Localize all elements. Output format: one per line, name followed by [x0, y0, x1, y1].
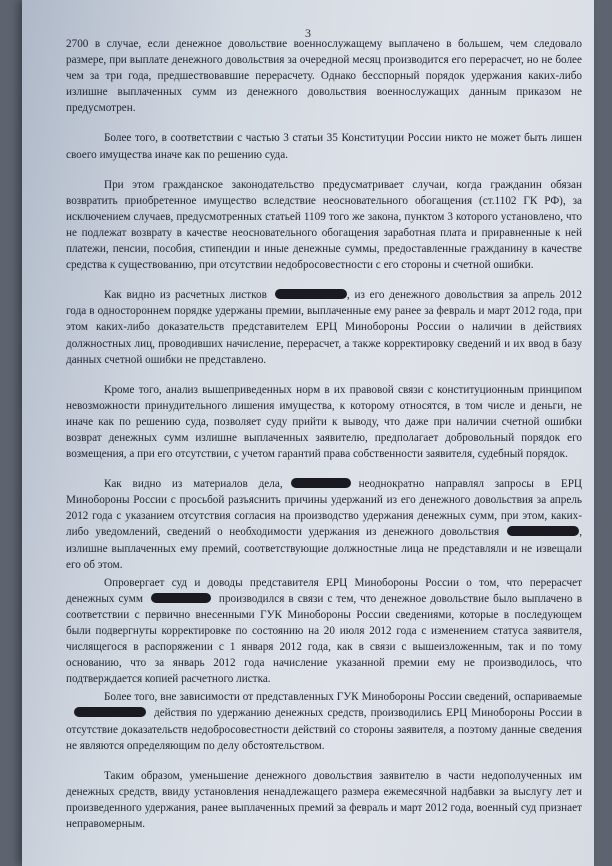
redaction-mark	[74, 707, 146, 717]
paragraph-order-text: 2700 в случае, если денежное довольствие военнослужащему выплачено в большем, чем следовало размере, при выплате денежного довольствия за очередной месяц производится его перерасчет, но не более чем за три года, предшествовавшие перерасчету. Однако бесспорный порядок удержания каких-либо излишне выплаченных сумм из денежного довольствия военнослужащих данным приказом не предусмотрен.	[66, 38, 582, 115]
paragraph-case-materials	[66, 476, 582, 573]
text-span: Как видно из расчетных листков	[104, 289, 267, 302]
text-span: Более того, вне зависимости от представленных ГУК Минобороны России сведений, оспариваемые	[104, 691, 582, 704]
redaction-mark	[275, 289, 347, 299]
paragraph-conclusion: Таким образом, уменьшение денежного довольствия заявителю в части недополученных им денежных средств, ввиду установления ненадлежащего размера ежемесячной надбавки за выслугу лет и произведенного удержания, ранее выплаченных премий за февраль и март 2012 года, военный суд признает неправомерным.	[66, 769, 582, 831]
paragraph-regardless	[66, 689, 582, 753]
text-span: Как видно из материалов дела,	[104, 478, 283, 491]
text-span: действия по удержанию денежных средств, производились ЕРЦ Минобороны России в отсутствие доказательств недобросовестности действий со стороны заявителя, а поэтому данные сведения не являются определяющим по делу обстоятельством.	[66, 707, 582, 752]
paragraph-civil-law: При этом гражданское законодательство предусматривает случаи, когда гражданин обязан возвратить приобретенное имущество вследствие неосновательного обогащения (ст.1102 ГК РФ), за исключением случаев, предусмотренных статьей 1109 того же закона, пунктом 3 которого установлено, что не подлежат возврату в качестве неосновательного обогащения заработная плата и приравненные к ней платежи, пенсии, пособия, стипендии и иные денежные суммы, предоставленные гражданину в качестве средства к существованию, при отсутствии недобросовестности с его стороны и счетной ошибки.	[66, 178, 582, 272]
paragraph-pay-slips	[66, 287, 582, 367]
text-span: , излишне выплаченных ему премий, соответствующие должностные лица не представляли и не извещали его об этом.	[66, 526, 582, 571]
document-page	[22, 0, 594, 866]
paragraph-constitution: Более того, в соответствии с частью 3 статьи 35 Конституции России никто не может быть лишен своего имущества иначе как по решению суда.	[66, 132, 582, 161]
paragraph-analysis: Кроме того, анализ вышеприведенных норм в их правовой связи с конституционным принципом невозможности принудительного лишения имущества, к которому относятся, в том числе и деньги, не иначе как по решению суда, позволяет суду прийти к выводу, что даже при наличии счетной ошибки возврат денежных сумм излишне выплаченных заявителю, предполагает добровольный порядок его возмещения, а при его отсутствии, с учетом гарантий права собственности заявителя, судебный порядок.	[66, 383, 582, 461]
document-body	[66, 36, 582, 846]
text-span: Опровергает суд и доводы представителя ЕРЦ Минобороны России о том, что перерасчет денежных сумм	[66, 576, 582, 605]
text-span: производился в связи с тем, что денежное довольствие было выплачено в соответствии с первично внесенными ГУК Минобороны России сведениями, которые в последующем были подвергнуты корректировке по состоянию на 20 июля 2012 года с изменением статуса заявителя, числящегося в распоряжении с 1 января 2012 года, как в связи с вышеизложенным, так и по тому основанию, что за январь 2012 года начисление указанной премии ему не производилось, что подтверждается копией расчетного листка.	[66, 592, 582, 686]
paragraph-representative-arguments	[66, 575, 582, 688]
redaction-mark	[291, 478, 351, 488]
redaction-mark	[507, 526, 579, 536]
redaction-mark	[151, 593, 211, 603]
page-number: 3	[305, 26, 311, 40]
text-span: неоднократно направлял запросы в ЕРЦ Минобороны России с просьбой разъяснить причины удержаний из его денежного довольствия за апрель 2012 года с указанием отсутствия согласия на производство удержания денежных сумм, при этом, каких-либо уведомлений, сведений о необходимости удержания из денежного довольствия	[66, 478, 582, 539]
text-span: , из его денежного довольствия за апрель 2012 года в одностороннем порядке удержаны премии, выплаченные ему ранее за февраль и март 2012 года, при этом каких-либо доказательств представителем ЕРЦ Минобороны России о наличии в действиях должностных лиц, проводивших начисление, перерасчет, а также корректировку сведений и их ввод в базу данных счетной ошибки не представлено.	[66, 289, 582, 366]
